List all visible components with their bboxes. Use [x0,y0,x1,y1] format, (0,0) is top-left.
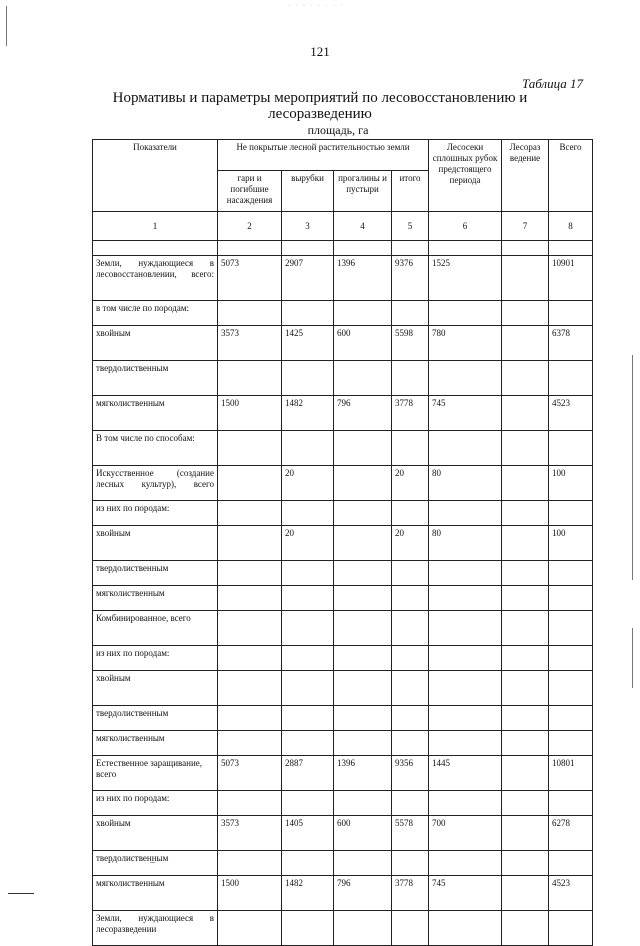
table-row [93,816,593,851]
cell-value [282,301,334,326]
table-row [93,396,593,431]
cell-value: 796 [334,876,392,911]
scan-margin-line [632,628,633,688]
scan-margin-line [632,355,633,580]
cell-value: 745 [429,876,502,911]
unit-label: площадь, га [307,123,369,137]
cell-value [429,851,502,876]
cell-value [282,561,334,586]
row-label: твердолиственным [93,706,218,731]
cell-value [429,671,502,706]
cell-value [334,431,392,466]
cell-value [218,561,282,586]
cell-value [549,911,593,946]
cell-value [502,301,549,326]
row-label: мягколиственным [93,586,218,611]
cell-value [429,611,502,646]
table-body [93,256,593,946]
cell-value [502,586,549,611]
cell-value: 9356 [392,756,429,791]
page-number: 121 [310,44,330,59]
column-number: 7 [502,212,549,241]
header-burned: гари и погибшие насаждения [218,171,282,212]
cell-value [549,431,593,466]
cell-value [549,301,593,326]
cell-value [282,706,334,731]
cell-value [502,816,549,851]
row-label: В том числе по способам: [93,431,218,466]
cell-value [429,731,502,756]
cell-value [334,526,392,561]
row-label: хвойным [93,816,218,851]
cell-value: 3573 [218,816,282,851]
cell-value: 20 [282,526,334,561]
row-label: Земли, нуждающиеся в лесоразведении [93,911,218,946]
cell-value [502,501,549,526]
header-indicators: Показатели [93,140,218,212]
table-row [93,851,593,876]
row-label: хвойным [93,526,218,561]
column-number: 1 [93,212,218,241]
cell-value [392,586,429,611]
table-row [93,611,593,646]
table-row [93,466,593,501]
table-row [93,876,593,911]
cell-value [502,431,549,466]
cell-value [549,501,593,526]
cell-value [429,301,502,326]
cell-value [282,791,334,816]
cell-value [218,361,282,396]
header-uncovered-lands: Не покрытые лесной растительностью земли [218,140,429,171]
cell-value: 796 [334,396,392,431]
cell-value [218,501,282,526]
cell-value [282,361,334,396]
cell-value [334,791,392,816]
cell-value: 4523 [549,876,593,911]
cell-value [218,431,282,466]
cell-value: 3778 [392,396,429,431]
cell-value: 1500 [218,396,282,431]
cell-value [334,361,392,396]
header-glades: прогалины и пустыри [334,171,392,212]
cell-value: 80 [429,526,502,561]
cell-value [549,586,593,611]
scan-top-mark: · · · · · · · · [288,3,345,9]
cell-value [218,791,282,816]
column-number: 5 [392,212,429,241]
cell-value [218,646,282,671]
cell-value [429,791,502,816]
cell-value: 20 [392,466,429,501]
table-label: Таблица 17 [521,76,583,91]
cell-value: 10901 [549,256,593,301]
table-row [93,756,593,791]
column-number-row [93,212,593,241]
cell-value: 1396 [334,756,392,791]
cell-value [549,731,593,756]
cell-value: 745 [429,396,502,431]
cell-value [429,706,502,731]
cell-value: 9376 [392,256,429,301]
cell-value [392,361,429,396]
cell-value: 80 [429,466,502,501]
table-row [93,586,593,611]
cell-value [282,671,334,706]
cell-value: 2907 [282,256,334,301]
row-label: из них по породам: [93,791,218,816]
cell-value: 5073 [218,756,282,791]
spacer-row [93,241,593,256]
cell-value [549,791,593,816]
table-row [93,326,593,361]
cell-value [392,501,429,526]
table-row [93,791,593,816]
row-label: мягколиственным [93,731,218,756]
cell-value [502,361,549,396]
cell-value [334,501,392,526]
cell-value [282,646,334,671]
cell-value: 5073 [218,256,282,301]
cell-value: 600 [334,326,392,361]
cell-value [334,911,392,946]
row-label: твердолиственным [93,851,218,876]
cell-value: 1500 [218,876,282,911]
cell-value [282,431,334,466]
cell-value [392,301,429,326]
cell-value [282,731,334,756]
row-label: твердолиственным [93,561,218,586]
table-row [93,526,593,561]
cell-value [334,301,392,326]
table-row [93,911,593,946]
cell-value [218,851,282,876]
cell-value [218,731,282,756]
header-total: Всего [549,140,593,212]
cell-value [282,611,334,646]
row-label: мягколиственным [93,876,218,911]
row-label: Земли, нуждающиеся в лесовосстановлении, всего: [93,256,218,301]
cell-value [392,671,429,706]
table-row [93,706,593,731]
cell-value [392,911,429,946]
row-label: в том числе по породам: [93,301,218,326]
column-number: 3 [282,212,334,241]
cell-value [334,851,392,876]
cell-value [429,431,502,466]
cell-value [218,611,282,646]
cell-value [502,791,549,816]
table-row [93,671,593,706]
cell-value [502,851,549,876]
cell-value: 1405 [282,816,334,851]
cell-value [218,466,282,501]
cell-value [502,396,549,431]
cell-value [392,851,429,876]
cell-value [392,611,429,646]
cell-value: 1445 [429,756,502,791]
cell-value [334,671,392,706]
cell-value [429,361,502,396]
cell-value [334,646,392,671]
table-row [93,561,593,586]
cell-value: 100 [549,526,593,561]
cell-value [502,671,549,706]
row-label: мягколиственным [93,396,218,431]
cell-value [549,611,593,646]
document-title: Нормативы и параметры мероприятий по лесовосстановлению и лесоразведению [112,90,528,122]
cell-value [218,671,282,706]
row-label: Искусственное (создание лесных культур), всего [93,466,218,501]
cell-value: 1425 [282,326,334,361]
cell-value [334,561,392,586]
table-row [93,731,593,756]
cell-value [429,646,502,671]
cell-value [502,731,549,756]
scan-artifact-dash [8,893,34,894]
cell-value: 1396 [334,256,392,301]
cell-value: 1482 [282,396,334,431]
cell-value [502,876,549,911]
cell-value [549,706,593,731]
cell-value [218,301,282,326]
header-subtotal: итого [392,171,429,212]
cell-value [392,791,429,816]
cell-value [282,501,334,526]
cell-value [502,256,549,301]
cell-value: 6378 [549,326,593,361]
cell-value [282,851,334,876]
cell-value [429,586,502,611]
cell-value: 6278 [549,816,593,851]
cell-value [502,611,549,646]
cell-value [334,586,392,611]
cell-value [502,466,549,501]
cell-value: 10801 [549,756,593,791]
table-row [93,256,593,301]
row-label: из них по породам: [93,501,218,526]
cell-value: 2887 [282,756,334,791]
cell-value: 5598 [392,326,429,361]
cell-value: 700 [429,816,502,851]
cell-value [502,526,549,561]
cell-value [334,611,392,646]
cell-value [218,911,282,946]
cell-value [218,586,282,611]
column-number: 8 [549,212,593,241]
row-label: из них по породам: [93,646,218,671]
cell-value [549,561,593,586]
row-label: Естественное заращивание, всего [93,756,218,791]
cell-value [429,561,502,586]
norms-table [92,139,593,946]
table-row [93,646,593,671]
cell-value [334,706,392,731]
cell-value: 20 [392,526,429,561]
cell-value: 5578 [392,816,429,851]
cell-value [218,706,282,731]
table-row [93,501,593,526]
cell-value [334,466,392,501]
cell-value [549,851,593,876]
table-row [93,431,593,466]
scan-margin-line [6,6,7,46]
row-label: хвойным [93,326,218,361]
cell-value: 20 [282,466,334,501]
cell-value [334,731,392,756]
cell-value: 3778 [392,876,429,911]
cell-value [502,646,549,671]
cell-value [549,646,593,671]
cell-value: 780 [429,326,502,361]
row-label: Комбинированное, всего [93,611,218,646]
cell-value [218,526,282,561]
cell-value [392,731,429,756]
cell-value [392,561,429,586]
cell-value: 3573 [218,326,282,361]
cell-value: 1525 [429,256,502,301]
cell-value [502,756,549,791]
row-label: твердолиственным [93,361,218,396]
cell-value: 600 [334,816,392,851]
cell-value [392,646,429,671]
header-afforestation: Лесораз ведение [502,140,549,212]
cell-value [502,911,549,946]
cell-value [549,671,593,706]
cell-value [549,361,593,396]
cell-value [502,326,549,361]
table-row [93,301,593,326]
cell-value [502,561,549,586]
cell-value [282,911,334,946]
table-row [93,361,593,396]
header-row [93,140,593,171]
column-number: 4 [334,212,392,241]
column-number: 2 [218,212,282,241]
row-label: хвойным [93,671,218,706]
cell-value [282,586,334,611]
cell-value: 1482 [282,876,334,911]
cell-value: 100 [549,466,593,501]
cell-value [429,911,502,946]
cell-value [429,501,502,526]
cell-value [392,431,429,466]
cell-value [392,706,429,731]
header-clearcut-areas: Лесосеки сплошных рубок предстоящего периода [429,140,502,212]
header-cutovers: вырубки [282,171,334,212]
cell-value: 4523 [549,396,593,431]
cell-value [502,706,549,731]
column-number: 6 [429,212,502,241]
